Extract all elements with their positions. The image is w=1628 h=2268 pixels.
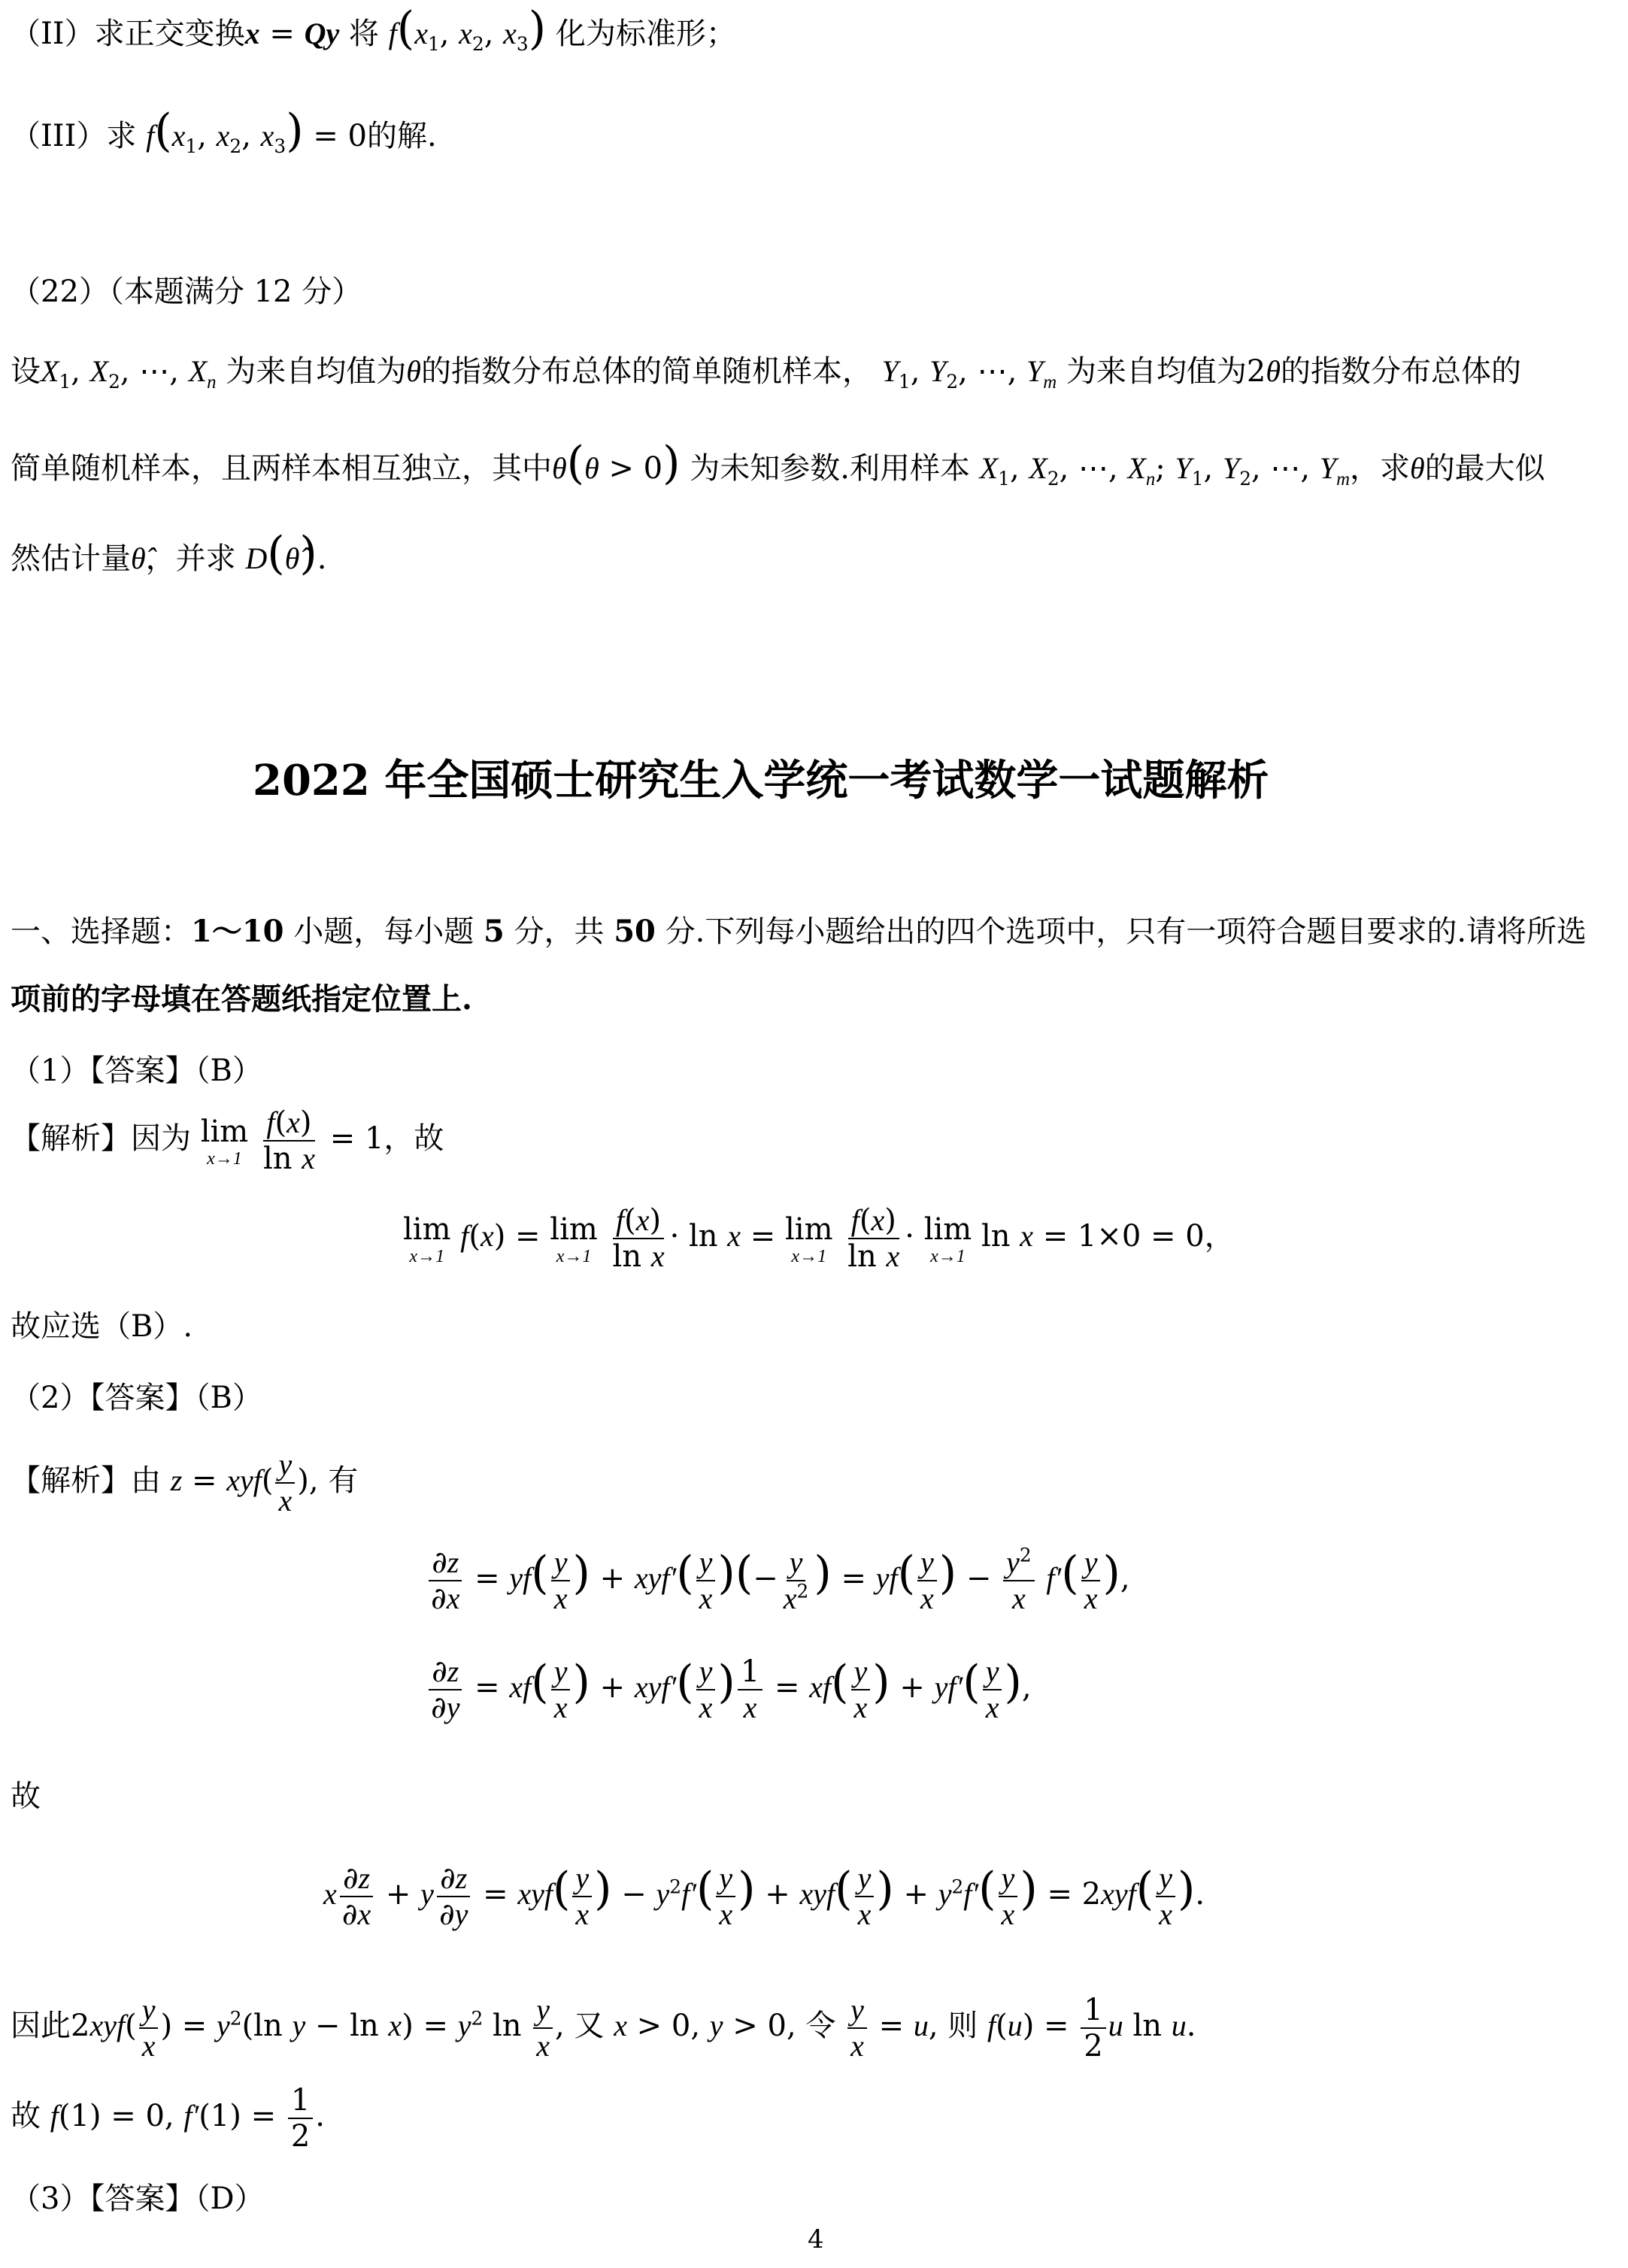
q21-part3: （III）求 $f(x_1$, $x_2$, $x_3) = 0$的解. <box>11 105 437 157</box>
p2-partial-x: $\frac{\partial z}{\partial x}$ = yf( $\frac{y}{x}$ ) + xyf′( $\frac{y}{x}$ )(− $\frac{y}{x^2}$ ) = yf( $\frac{y}{x}$ ) − $\frac{y^2}{x}$ f′( $\frac{y}{x}$ ), <box>426 1545 1130 1616</box>
p2-partial-y: $\frac{\partial z}{\partial y}$ = xf( $\frac{y}{x}$ ) + xyf′( $\frac{y}{x}$ ) $\frac{1}{x}$ = xf( $\frac{y}{x}$ ) + yf′( $\frac{y}{x}$ ), <box>426 1654 1032 1725</box>
p2-derivation: 因此2xyf( $\frac{y}{x}$ ) = $y^2(\ln$ $y - \ln x) = y^2$ ln $\frac{y}{x}$ , 又 x > 0, y > 0, 令 $\frac{y}{x}$ = u, 则 f(u) = $\frac{1}{2}$ u ln u. <box>11 1993 1196 2063</box>
page-title: 2022 年全国硕士研究生入学统一考试数学一试题解析 <box>253 756 1269 805</box>
p2-sum-formula: x $\frac{\partial z}{\partial x}$ + y $\frac{\partial z}{\partial y}$ = xyf( $\frac{y}{x}$ ) − $y^2f'$( $\frac{y}{x}$ ) + xyf( $\frac{y}{x}$ ) + $y^2f'$( $\frac{y}{x}$ ) = 2xyf( $\frac{y}{x}$ ). <box>323 1861 1205 1932</box>
p2-therefore: 故 <box>11 1779 41 1814</box>
q22-line1: 设$X_1$, $X_2$, ⋯, $X_n$ 为来自均值为θ的指数分布总体的简单随机样本， $Y_1$, $Y_2$, ⋯, $Y_m$ 为来自均值为2θ的指数分布总体的 <box>11 354 1522 393</box>
p1-analysis: 【解析】因为 lim x→1 $\frac{f(x)}{\text{ln x}}$ = 1，故 <box>11 1105 444 1176</box>
q22-line3: 然估计量θ̂，并求 D(θ̂). <box>11 527 327 580</box>
p2-conclusion: 故 f(1) = 0, f′(1) = $\frac{1}{2}$ . <box>11 2083 325 2154</box>
section-instruction-line1: 一、选择题：1～10 小题，每小题 5 分，共 50 分.下列每小题给出的四个选项中，只有一项符合题目要求的.请将所选 <box>11 914 1587 949</box>
p2-answer: （2）【答案】（B） <box>11 1381 262 1415</box>
q22-line2: 简单随机样本，且两样本相互独立，其中θ(θ > 0) 为未知参数.利用样本 $X_1$, $X_2$, ⋯, $X_n$; $Y_1$, $Y_2$, ⋯, $Y_m$，求θ的最大似 <box>11 437 1545 490</box>
p1-formula: lim x→1 f(x) = lim x→1 $\frac{f(x)}{\text{ln x}}$ · ln x = lim x→1 $\frac{f(x)}{\text{ln x}}$ · lim x→1 ln x = 1×0 = 0， <box>403 1203 1235 1274</box>
q22-heading: （22）（本题满分 12 分） <box>11 274 362 309</box>
section-instruction-line2: 项前的字母填在答题纸指定位置上. <box>11 981 472 1017</box>
q21-part2: （II）求正交变换x = Qy 将 $f(x_1$, $x_2$, $x_3$) 化为标准形； <box>11 2 736 55</box>
p1-answer: （1）【答案】（B） <box>11 1054 262 1088</box>
p2-analysis: 【解析】由 z = xyf( $\frac{y}{x}$ ), 有 <box>11 1448 359 1518</box>
p1-choice: 故应选（B）. <box>11 1309 193 1344</box>
p3-answer: （3）【答案】（D） <box>11 2182 265 2216</box>
page-number: 4 <box>808 2224 824 2254</box>
